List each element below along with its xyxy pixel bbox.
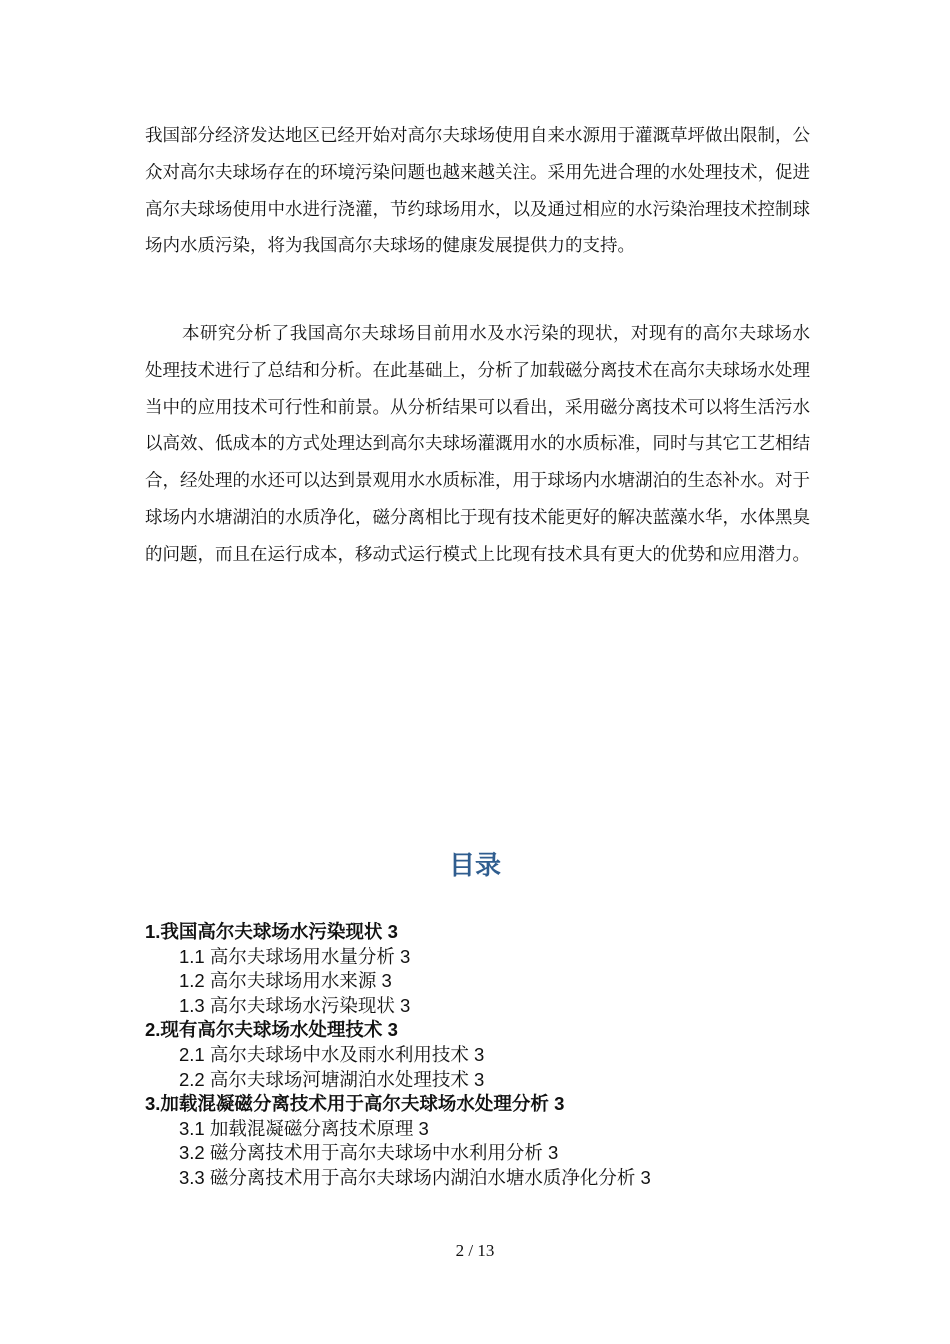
toc-entry[interactable]: 1.2 高尔夫球场用水来源 3 <box>179 970 392 992</box>
toc-entry[interactable]: 3.2 磁分离技术用于高尔夫球场中水利用分析 3 <box>179 1142 559 1164</box>
toc-entry[interactable]: 2.1 高尔夫球场中水及雨水利用技术 3 <box>179 1043 485 1065</box>
toc-entry[interactable]: 3.1 加载混凝磁分离技术原理 3 <box>179 1117 429 1139</box>
toc-entry[interactable]: 3.加载混凝磁分离技术用于高尔夫球场水处理分析 3 <box>145 1093 565 1115</box>
toc-title: 目录 <box>448 851 501 881</box>
toc-entry[interactable]: 3.3 磁分离技术用于高尔夫球场内湖泊水塘水质净化分析 3 <box>179 1166 651 1188</box>
page-number: 2 / 13 <box>455 1241 495 1260</box>
body-paragraph-1: 我国部分经济发达地区已经开始对高尔夫球场使用自来水源用于灌溉草坪做出限制，公众对高尔夫球场存在的环境污染问题也越来越关注。采用先进合理的水处理技术，促进高尔夫球场使用中水进行浇灌，节约球场用水，以及通过相应的水污染治理技术控制球场内水质污染，将为我国高尔夫球场的健康发展提供力的支持。 <box>145 126 810 257</box>
table-of-contents <box>145 920 845 1191</box>
toc-entry[interactable]: 2.现有高尔夫球场水处理技术 3 <box>145 1019 398 1041</box>
toc-entry[interactable]: 2.2 高尔夫球场河塘湖泊水处理技术 3 <box>179 1068 485 1090</box>
toc-entry[interactable]: 1.我国高尔夫球场水污染现状 3 <box>145 921 398 942</box>
toc-entry[interactable]: 1.1 高尔夫球场用水量分析 3 <box>179 945 411 967</box>
toc-entry[interactable]: 1.3 高尔夫球场水污染现状 3 <box>179 994 411 1016</box>
body-paragraph-2: 本研究分析了我国高尔夫球场目前用水及水污染的现状，对现有的高尔夫球场水处理技术进行了总结和分析。在此基础上，分析了加载磁分离技术在高尔夫球场水处理当中的应用技术可行性和前景。从分析结果可以看出，采用磁分离技术可以将生活污水以高效、低成本的方式处理达到高尔夫球场灌溉用水的水质标准，同时与其它工艺相结合，经处理的水还可以达到景观用水水质标准，用于球场内水塘湖泊的生态补水。对于球场内水塘湖泊的水质净化，磁分离相比于现有技术能更好的解决蓝藻水华，水体黑臭的问题，而且在运行成本，移动式运行模式上比现有技术具有更大的优势和应用潜力。 <box>145 324 810 565</box>
